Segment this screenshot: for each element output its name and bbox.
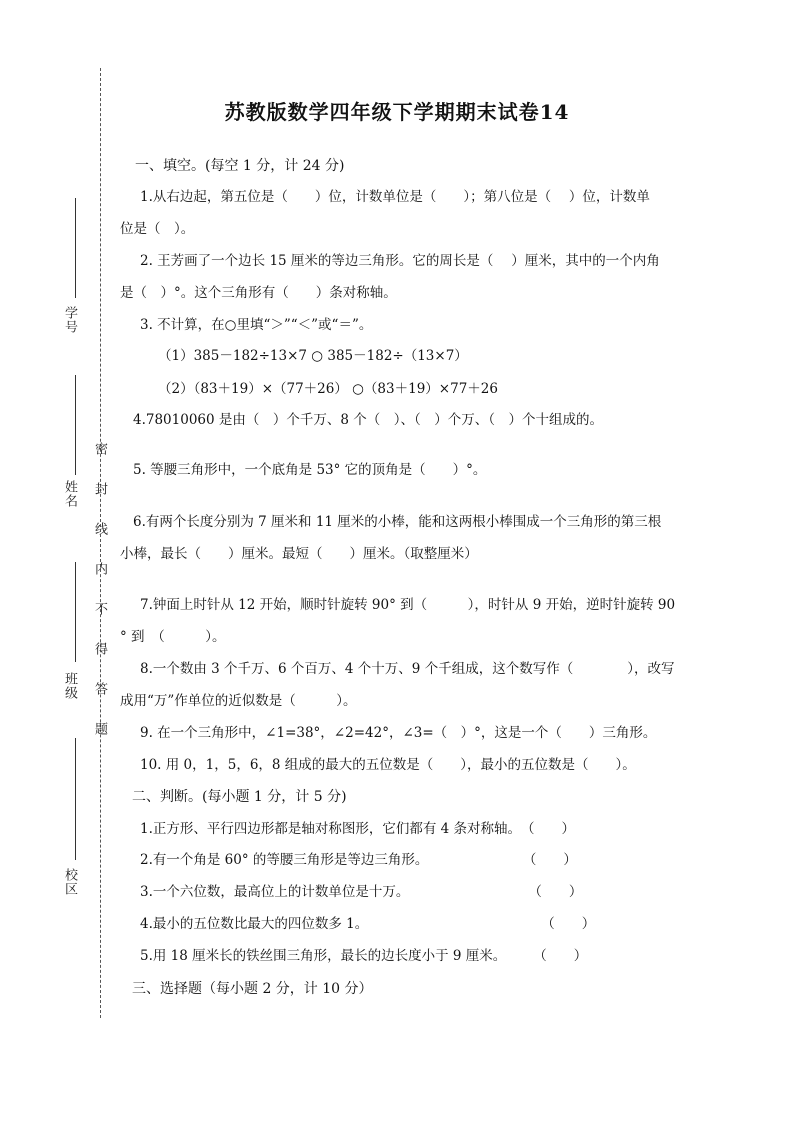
name-label: 姓名	[62, 480, 77, 508]
q1-line2: 位是（ ）。	[120, 221, 195, 237]
class-underline	[75, 562, 76, 662]
section2-heading: 二、判断。(每小题 1 分，计 5 分)	[132, 789, 347, 805]
q8-line2: 成用“万”作单位的近似数是（ ）。	[120, 693, 357, 709]
class-label: 班级	[62, 672, 77, 700]
student-id-underline	[75, 198, 76, 298]
judge-item-1: 1.正方形、平行四边形都是轴对称图形，它们都有 4 条对称轴。 （ ）	[140, 821, 576, 837]
judge-item-4: 4.最小的五位数比最大的四位数多 1。 （ ）	[140, 916, 596, 932]
name-underline	[75, 375, 76, 475]
q6-line2: 小棒，最长（ ）厘米。最短（ ）厘米。（取整厘米）	[120, 546, 478, 562]
judge-item-3: 3.一个六位数，最高位上的计数单位是十万。 （ ）	[140, 884, 583, 900]
q1-line1: 1.从右边起，第五位是（ ）位，计数单位是（ ）；第八位是（ ）位，计数单	[140, 189, 650, 205]
q3-line1: 3. 不计算，在○里填“＞”“＜”或“＝”。	[140, 317, 373, 333]
q4-line1: 4.78010060 是由（ ）个千万、8 个（ ）、（ ）个万、（ ）个十组成的。	[133, 412, 604, 428]
section1-heading: 一、填空。(每空 1 分，计 24 分)	[135, 158, 345, 174]
q7-line1: 7.钟面上时针从 12 开始，顺时针旋转 90° 到（ ），时针从 9 开始，逆时针旋转 90	[140, 597, 676, 613]
q9-line1: 9. 在一个三角形中，∠1=38°，∠2=42°，∠3=（ ）°，这是一个（ ）三角形。	[140, 725, 657, 741]
judge-item-2: 2.有一个角是 60° 的等腰三角形是等边三角形。 （ ）	[140, 852, 577, 868]
q3-sub2: （2）（83＋19）×（77＋26） ○（83＋19）×77＋26	[158, 381, 498, 397]
student-id-label: 学号	[62, 306, 77, 334]
campus-underline	[75, 738, 76, 860]
q5-line1: 5. 等腰三角形中，一个底角是 53° 它的顶角是（ ）°。	[133, 462, 487, 478]
exam-title: 苏教版数学四年级下学期期末试卷14	[224, 100, 570, 124]
q6-line1: 6.有两个长度分别为 7 厘米和 11 厘米的小棒，能和这两根小棒围成一个三角形的第三根	[133, 514, 662, 530]
q8-line1: 8.一个数由 3 个千万、6 个百万、4 个十万、9 个千组成，这个数写作（ ），改写	[140, 661, 675, 677]
q10-line1: 10. 用 0，1，5，6，8 组成的最大的五位数是（ ），最小的五位数是（ ）。	[140, 757, 636, 773]
judge-item-5: 5.用 18 厘米长的铁丝围三角形，最长的边长度小于 9 厘米。 （ ）	[140, 948, 588, 964]
q7-line2: ° 到 （ ）。	[120, 629, 226, 645]
seal-notice: 密 封 线 内 不 得 答 题	[92, 442, 107, 741]
q3-sub1: （1）385－182÷13×7 ○ 385－182÷（13×7）	[158, 348, 468, 364]
q2-line1: 2. 王芳画了一个边长 15 厘米的等边三角形。它的周长是（ ）厘米，其中的一个内角	[140, 253, 660, 269]
campus-label: 校区	[62, 868, 77, 896]
q2-line2: 是（ ）°。这个三角形有（ ）条对称轴。	[120, 285, 397, 301]
section3-heading: 三、选择题（每小题 2 分，计 10 分）	[132, 981, 373, 997]
